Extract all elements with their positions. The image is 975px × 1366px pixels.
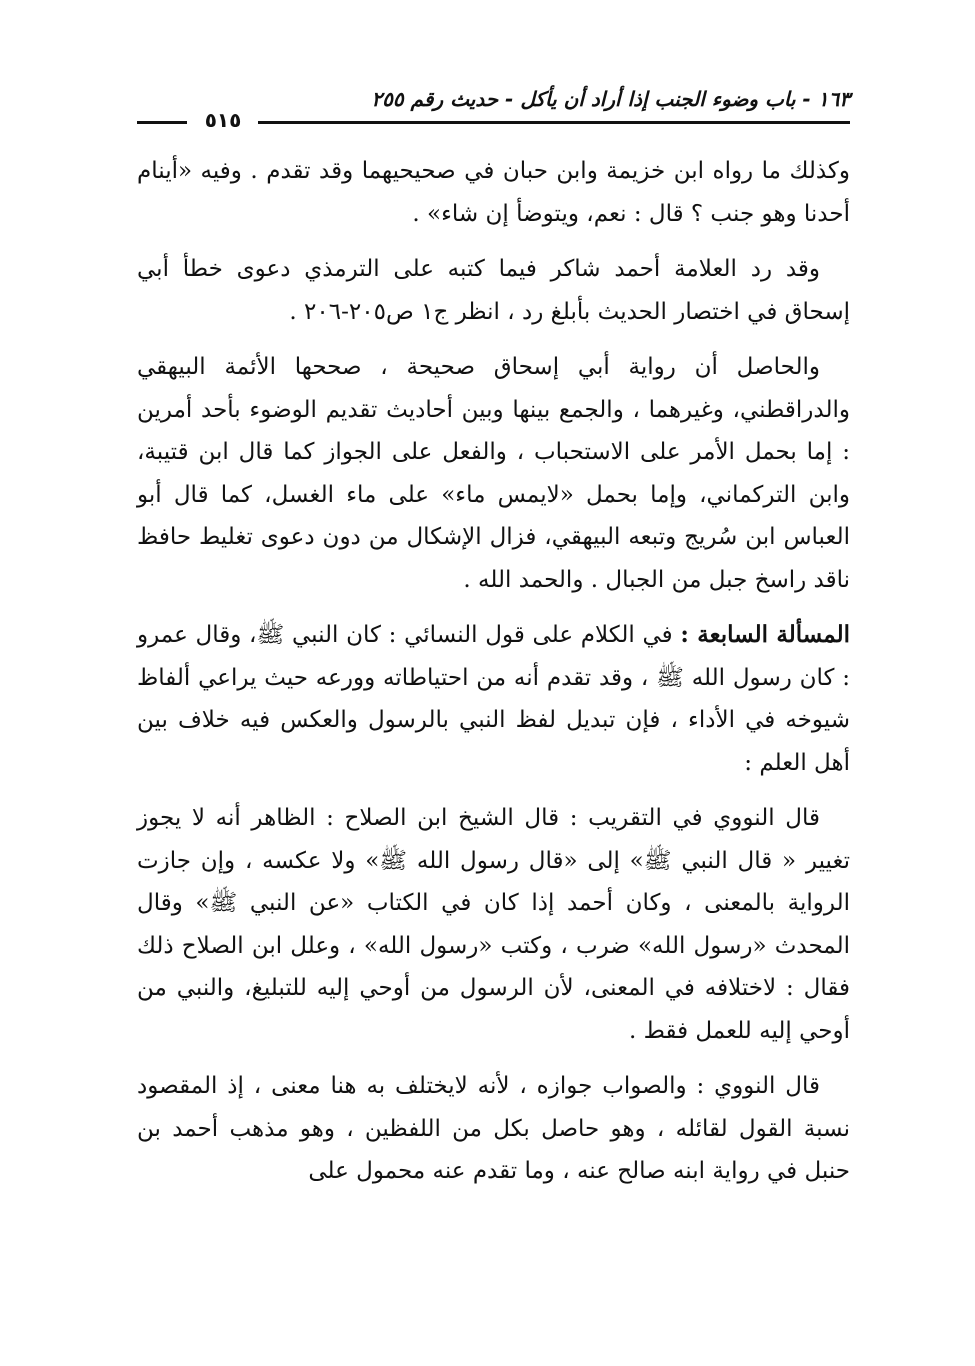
running-header: ١٦٣ - باب وضوء الجنب إذا أراد أن يأكل - حديث رقم ٢٥٥ xyxy=(371,87,850,111)
paragraph xyxy=(137,614,850,784)
paragraph-text: وقد رد العلامة أحمد شاكر فيما كتبه على الترمذي دعوى خطأ أبي إسحاق في اختصار الحديث بأبلغ رد ، انظر ج١ ص٢٠٥-٢٠٦ . xyxy=(137,256,850,325)
paragraph xyxy=(137,1065,850,1193)
header-rule xyxy=(258,121,850,124)
paragraph xyxy=(137,248,850,333)
page-number: ٥١٥ xyxy=(204,108,242,132)
paragraph-text: قال النووي : والصواب جوازه ، لأنه لايختلف به هنا معنى ، إذ المقصود نسبة القول لقائله ، وهو حاصل بكل من اللفظين ، وهو مذهب أحمد بن حنبل في رواية ابنه صالح عنه ، وما تقدم عنه محمول على xyxy=(137,1073,850,1184)
paragraph-text: والحاصل أن رواية أبي إسحاق صحيحة ، صححها الأئمة البيهقي والدراقطني، وغيرهما ، والجمع بينها وبين أحاديث تقديم الوضوء بأحد أمرين : إما بحمل الأمر على الاستحباب ، والفعل على الجواز كما قال ابن قتيبة، وابن التركماني، وإما بحمل «لايمس ماء» على ماء الغسل، كما قال أبو العباس ابن سُريج وتبعه البيهقي، فزال الإشكال من دون دعوى تغليط حافظ ناقد راسخ جبل من الجبال . والحمد الله . xyxy=(137,354,850,593)
paragraph xyxy=(137,797,850,1052)
paragraph xyxy=(137,150,850,235)
paragraph-text: في الكلام على قول النسائي : كان النبي ﷺ، وقال عمرو : كان رسول الله ﷺ ، وقد تقدم أنه من احتياطاته وورعه حيث يراعي ألفاظ شيوخه في الأداء ، فإن تبديل لفظ النبي بالرسول والعكس فيه خلاف بين أهل العلم : xyxy=(137,622,850,776)
paragraph-text: وكذلك ما رواه ابن خزيمة وابن حبان في صحيحيهما وقد تقدم . وفيه «أينام أحدنا وهو جنب ؟ قال : نعم، ويتوضأ إن شاء» . xyxy=(137,158,850,227)
section-heading: المسألة السابعة : xyxy=(680,621,850,648)
paragraph xyxy=(137,346,850,601)
body-text xyxy=(137,150,850,1206)
header-rule-short xyxy=(137,121,187,124)
paragraph-text: قال النووي في التقريب : قال الشيخ ابن الصلاح : الظاهر أنه لا يجوز تغيير « قال النبي ﷺ» إلى «قال رسول الله ﷺ» ولا عكسه ، وإن جازت الرواية بالمعنى ، وكان أحمد إذا كان في الكتاب «عن النبي ﷺ» وقال المحدث «رسول الله» ضرب ، وكتب «رسول الله» ، وعلل ابن الصلاح ذلك فقال : لاختلافه في المعنى، لأن الرسول من أوحي إليه للتبليغ، والنبي من أوحي إليه للعمل فقط . xyxy=(137,805,850,1044)
